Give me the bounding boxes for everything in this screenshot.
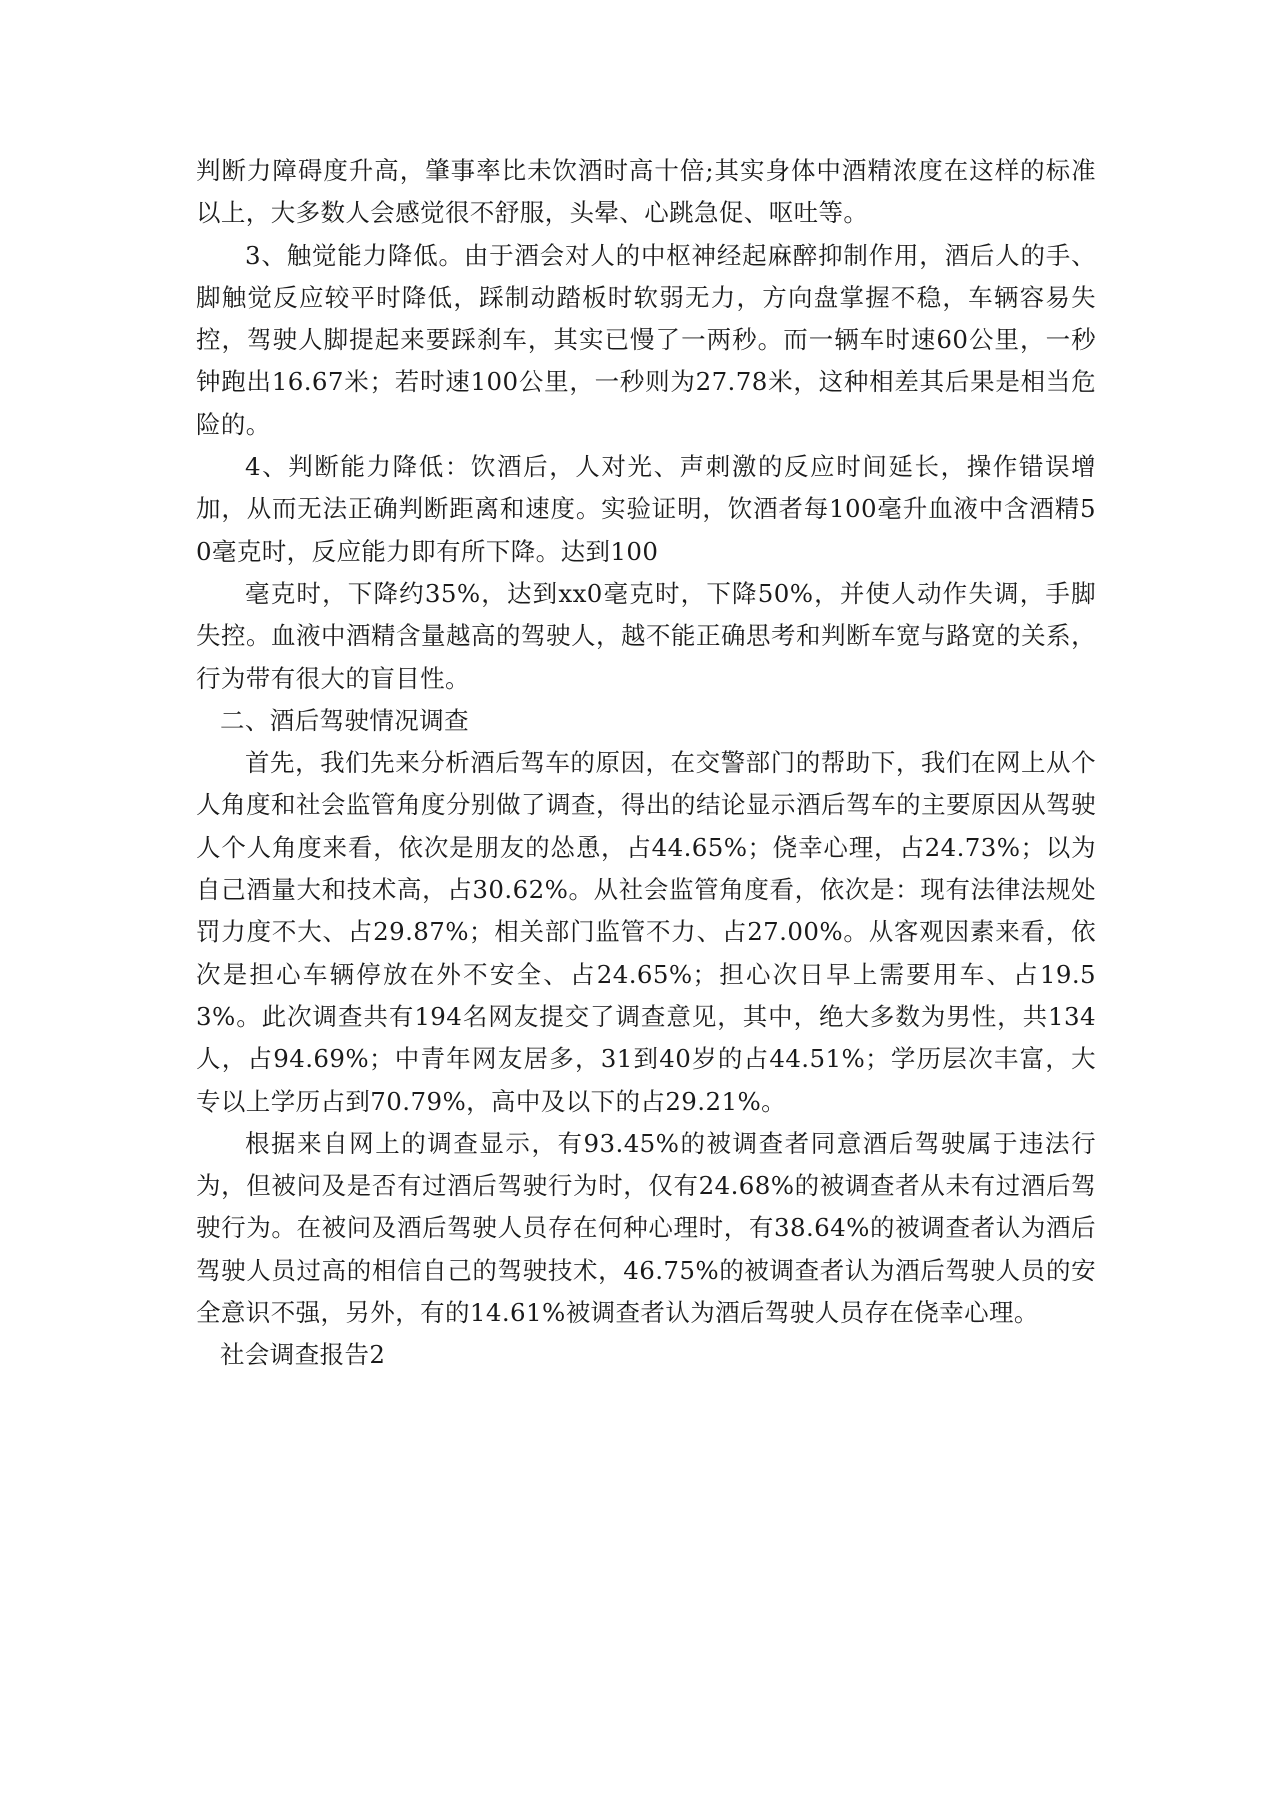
paragraph-judgment-continued: 判断力障碍度升高，肇事率比未饮酒时高十倍;其实身体中酒精浓度在这样的标准以上，大多数人会感觉很不舒服，头晕、心跳急促、呕吐等。 bbox=[196, 156, 1096, 228]
paragraph-survey-results: 根据来自网上的调查显示，有93.45%的被调查者同意酒后驾驶属于违法行为，但被问及是否有过酒后驾驶行为时，仅有24.68%的被调查者从未有过酒后驾驶行为。在被问及酒后驾驶人员存在何种心理时，有38.64%的被调查者认为酒后驾驶人员过高的相信自己的驾驶技术，46.75%的被调查者认为酒后驾驶人员的安全意识不强，另外，有的14.61%被调查者认为酒后驾驶人员存在侥幸心理。 bbox=[196, 1128, 1096, 1328]
paragraph-touch-ability: 3、触觉能力降低。由于酒会对人的中枢神经起麻醉抑制作用，酒后人的手、脚触觉反应较平时降低，踩制动踏板时软弱无力，方向盘掌握不稳，车辆容易失控，驾驶人脚提起来要踩刹车，其实已慢了一两秒。而一辆车时速60公里，一秒钟跑出16.67米；若时速100公里，一秒则为27.78米，这种相差其后果是相当危险的。 bbox=[196, 240, 1096, 439]
section-heading-report-2: 社会调查报告2 bbox=[220, 1340, 386, 1370]
document-body bbox=[196, 150, 1096, 1377]
paragraph-judgment-ability: 4、判断能力降低：饮酒后，人对光、声刺激的反应时间延长，操作错误增加，从而无法正确判断距离和速度。实验证明，饮酒者每100毫升血液中含酒精50毫克时，反应能力即有所下降。达到100 bbox=[196, 452, 1096, 566]
paragraph-judgment-ability-continued: 毫克时，下降约35%，达到xx0毫克时，下降50%，并使人动作失调，手脚失控。血液中酒精含量越高的驾驶人，越不能正确思考和判断车宽与路宽的关系，行为带有很大的盲目性。 bbox=[196, 578, 1096, 693]
paragraph-survey-causes: 首先，我们先来分析酒后驾车的原因，在交警部门的帮助下，我们在网上从个人角度和社会监管角度分别做了调查，得出的结论显示酒后驾车的主要原因从驾驶人个人角度来看，依次是朋友的怂恿，占44.65%；侥幸心理，占24.73%；以为自己酒量大和技术高，占30.62%。从社会监管角度看，依次是：现有法律法规处罚力度不大、占29.87%；相关部门监管不力、占27.00%。从客观因素来看，依次是担心车辆停放在外不安全、占24.65%；担心次日早上需要用车、占19.53%。此次调查共有194名网友提交了调查意见，其中，绝大多数为男性，共134人，占94.69%；中青年网友居多，31到40岁的占44.51%；学历层次丰富，大专以上学历占到70.79%，高中及以下的占29.21%。 bbox=[196, 748, 1096, 1116]
section-heading-survey: 二、酒后驾驶情况调查 bbox=[220, 705, 469, 735]
